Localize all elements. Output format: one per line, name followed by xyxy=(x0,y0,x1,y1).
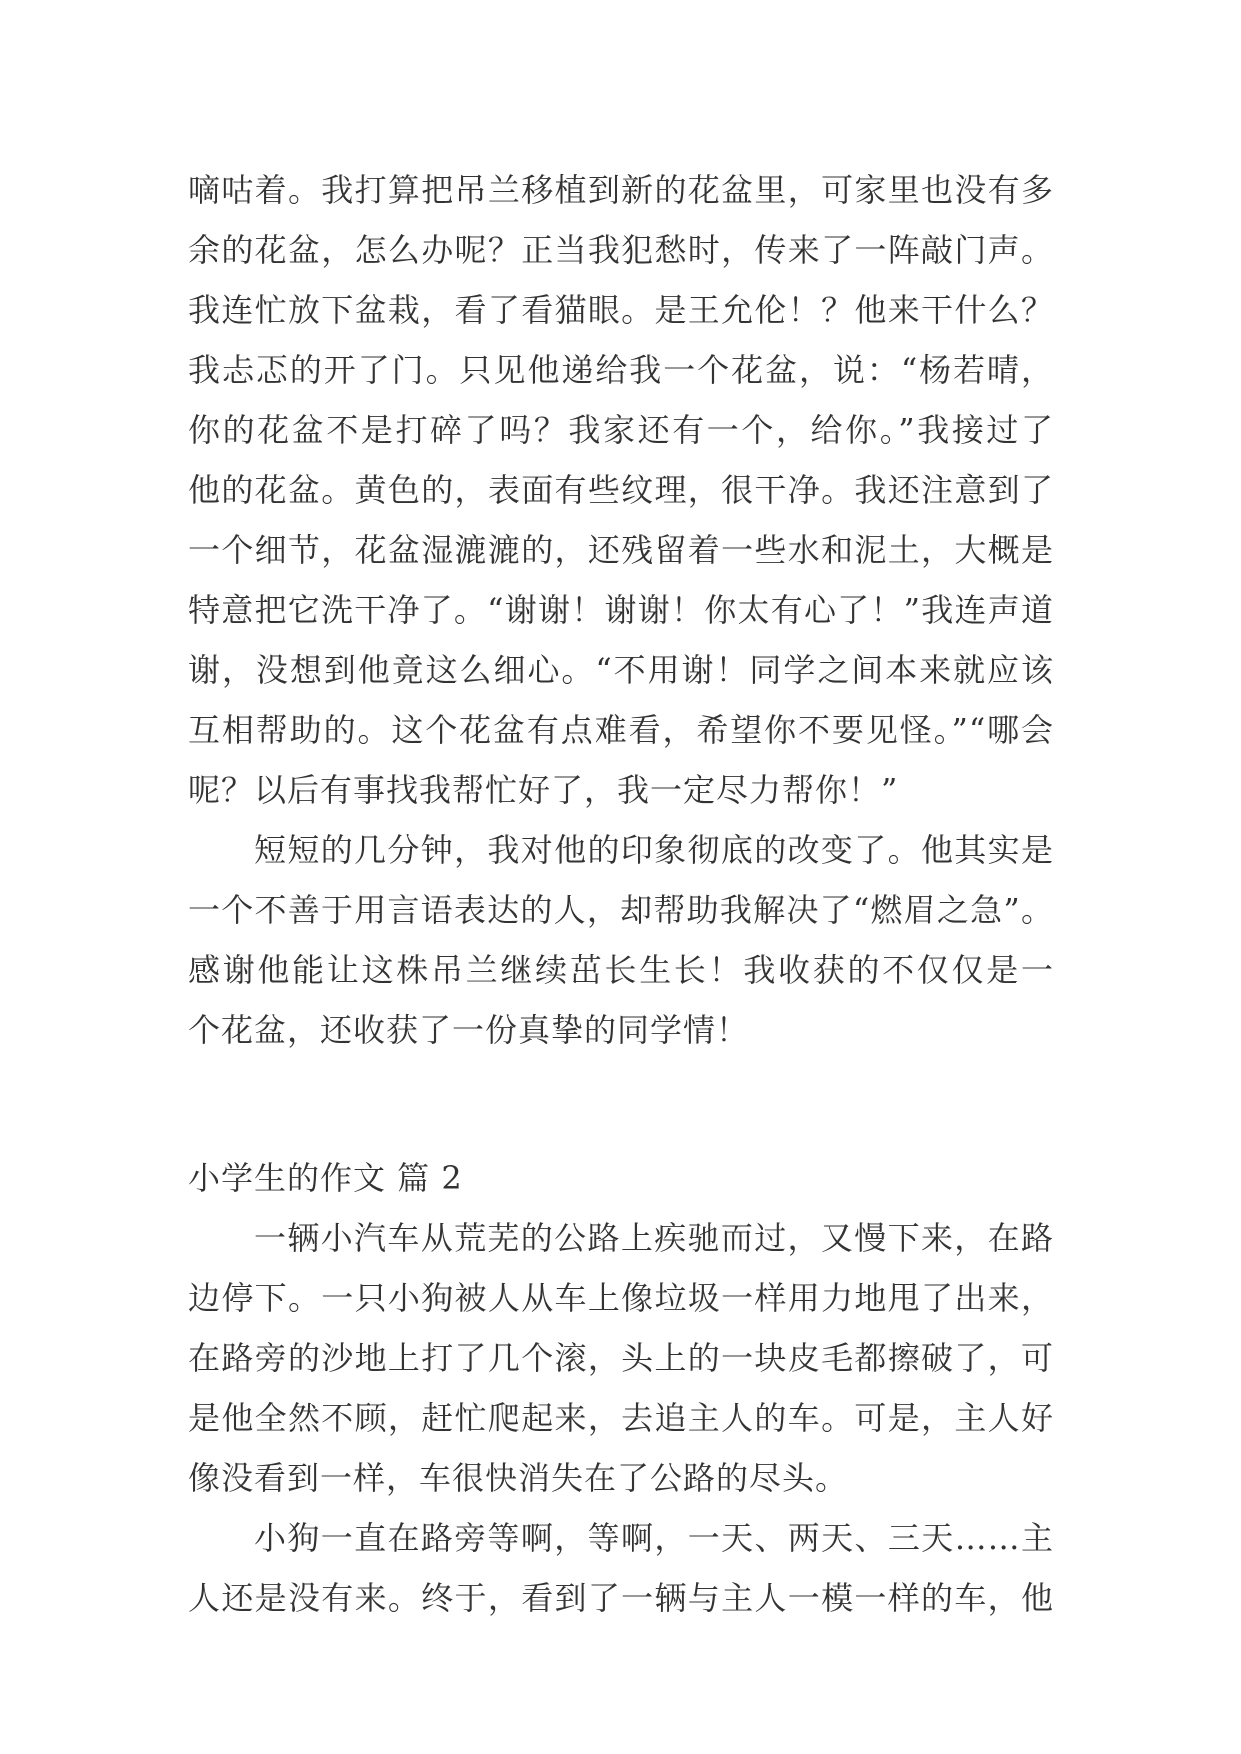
text-line: 他的花盆。黄色的，表面有些纹理，很干净。我还注意到了 xyxy=(188,471,1054,509)
text-line: 你的花盆不是打碎了吗？我家还有一个，给你。”我接过了 xyxy=(188,411,1054,449)
document-body xyxy=(188,160,1054,1628)
text-line: 互相帮助的。这个花盆有点难看，希望你不要见怪。”“哪会 xyxy=(188,711,1054,749)
text-line: 特意把它洗干净了。“谢谢！谢谢！你太有心了！”我连声道 xyxy=(188,591,1054,629)
text-line: 一个细节，花盆湿漉漉的，还残留着一些水和泥土，大概是 xyxy=(188,531,1054,569)
paragraph xyxy=(188,1508,1054,1628)
text-line: 嘀咕着。我打算把吊兰移植到新的花盆里，可家里也没有多 xyxy=(188,171,1054,209)
text-line: 一辆小汽车从荒芜的公路上疾驰而过，又慢下来，在路 xyxy=(254,1219,1054,1257)
text-line: 短短的几分钟，我对他的印象彻底的改变了。他其实是 xyxy=(254,831,1054,869)
text-line: 是他全然不顾，赶忙爬起来，去追主人的车。可是，主人好 xyxy=(188,1399,1054,1437)
text-line: 余的花盆，怎么办呢？正当我犯愁时，传来了一阵敲门声。 xyxy=(188,231,1054,269)
text-line: 边停下。一只小狗被人从车上像垃圾一样用力地甩了出来， xyxy=(188,1279,1054,1317)
text-line: 人还是没有来。终于，看到了一辆与主人一模一样的车，他 xyxy=(188,1579,1054,1617)
text-line: 个花盆，还收获了一份真挚的同学情！ xyxy=(188,1011,750,1049)
text-line: 感谢他能让这株吊兰继续茁长生长！我收获的不仅仅是一 xyxy=(188,951,1054,989)
text-line: 谢，没想到他竟这么细心。“不用谢！同学之间本来就应该 xyxy=(188,651,1054,689)
text-line: 在路旁的沙地上打了几个滚，头上的一块皮毛都擦破了，可 xyxy=(188,1339,1054,1377)
text-line: 一个不善于用言语表达的人，却帮助我解决了“燃眉之急”。 xyxy=(188,891,1054,929)
paragraph xyxy=(188,1208,1054,1508)
text-line: 小狗一直在路旁等啊，等啊，一天、两天、三天……主 xyxy=(254,1519,1054,1557)
paragraph xyxy=(188,160,1054,820)
section-heading: 小学生的作文 篇 2 xyxy=(188,1159,463,1197)
text-line: 我连忙放下盆栽，看了看猫眼。是王允伦！？他来干什么？ xyxy=(188,291,1054,329)
text-line: 我忐忑的开了门。只见他递给我一个花盆，说：“杨若晴， xyxy=(188,351,1054,389)
paragraph xyxy=(188,820,1054,1060)
text-line: 呢？以后有事找我帮忙好了，我一定尽力帮你！” xyxy=(188,771,899,809)
section-spacer xyxy=(188,1060,1054,1148)
text-line: 像没看到一样，车很快消失在了公路的尽头。 xyxy=(188,1459,849,1497)
